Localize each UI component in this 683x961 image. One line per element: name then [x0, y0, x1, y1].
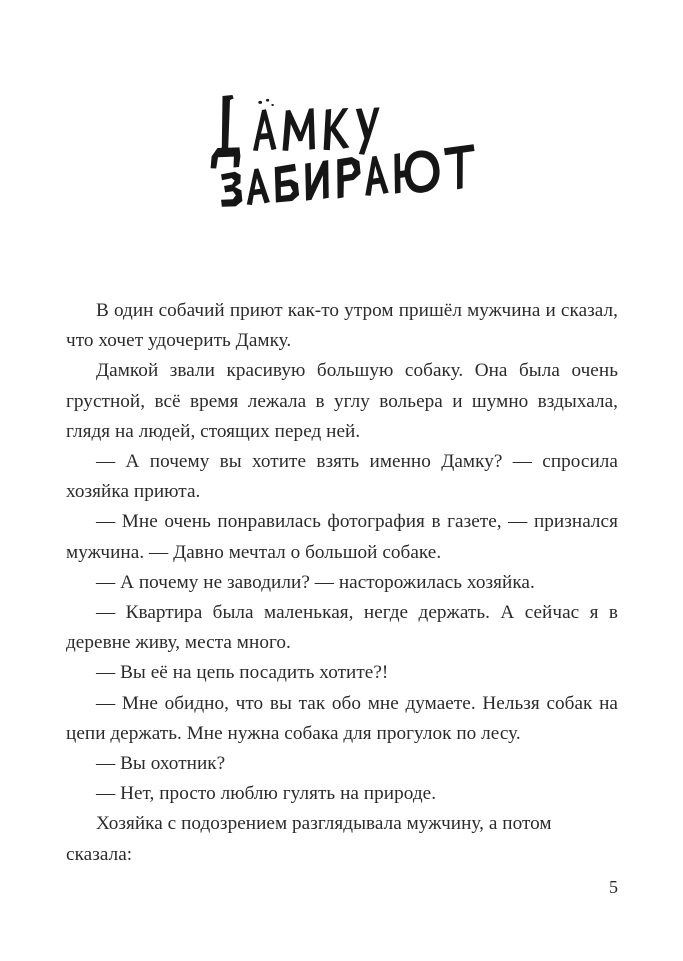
page-number: 5: [609, 877, 618, 897]
paragraph: — Мне очень понравилась фотография в газете, — признался мужчина. — Давно мечтал о большой собаке.: [66, 511, 618, 563]
paragraph: — Нет, просто люблю гулять на природе.: [96, 783, 437, 805]
paragraph: В один собачий приют как-то утром пришёл мужчина и сказал, что хочет удочерить Дамку.: [66, 300, 618, 352]
paragraph: — А почему не заводили? — насторожилась хозяйка.: [96, 571, 535, 593]
chapter-title: [0, 88, 683, 223]
chapter-title-lettering: [192, 88, 492, 218]
paragraph: — Вы её на цепь посадить хотите?!: [96, 662, 389, 684]
body-text: [66, 296, 618, 870]
paragraph: — А почему вы хотите взять именно Дамку? — спросила хозяйка приюта.: [66, 451, 618, 503]
paragraph: — Квартира была маленькая, негде держать. А сейчас я в деревне живу, места много.: [66, 602, 618, 654]
paragraph: Дамкой звали красивую большую собаку. Она была очень грустной, всё время лежала в углу вольера и шумно вздыхала, глядя на людей, стоящих перед ней.: [66, 360, 618, 442]
paragraph: Хозяйка с подозрением разглядывала мужчину, а потом сказала:: [66, 813, 552, 865]
paragraph: — Вы охотник?: [96, 753, 226, 775]
paragraph: — Мне обидно, что вы так обо мне думаете. Нельзя собак на цепи держать. Мне нужна собака для прогулок по лесу.: [66, 692, 618, 744]
